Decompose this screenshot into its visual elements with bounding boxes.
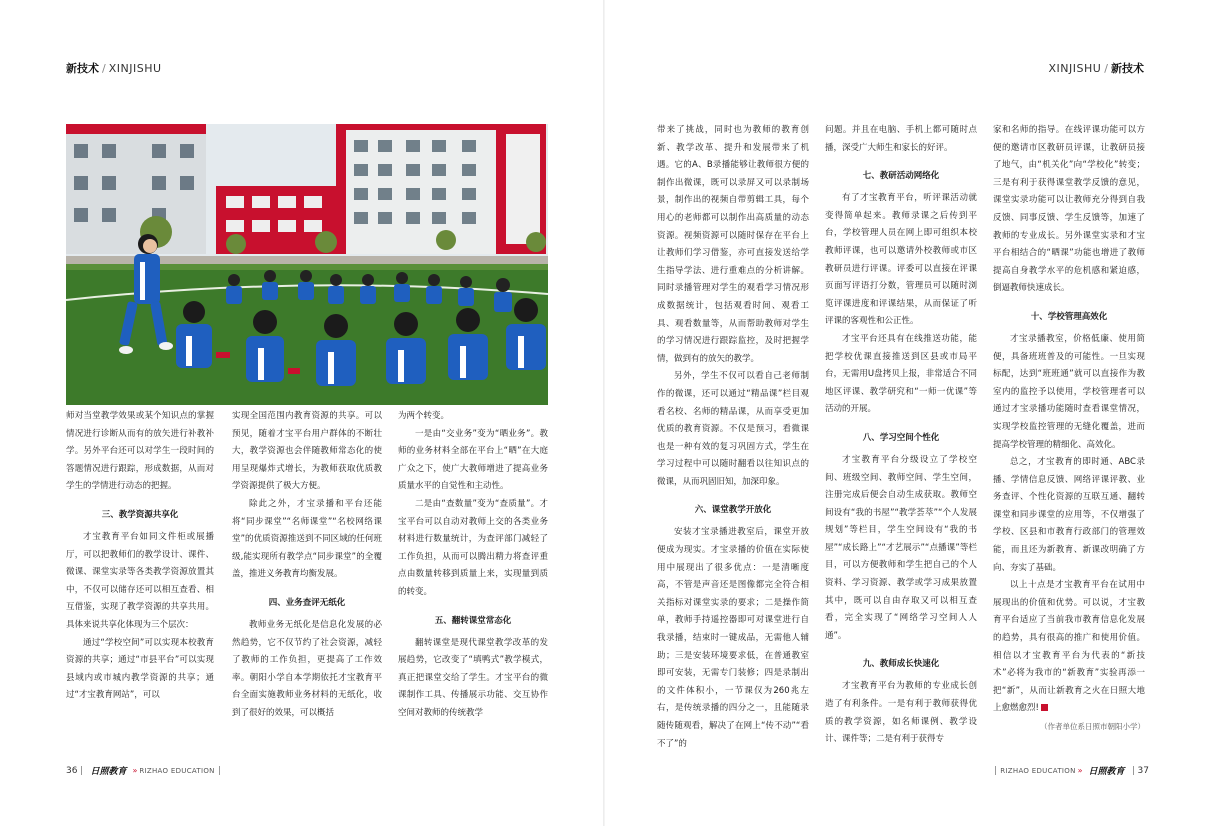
header-section-en: XINJISHU <box>1048 62 1102 75</box>
paragraph: 通过“学校空间”可以实现本校教育资源的共享；通过“市县平台”可以实现县域内或市城内教学资源的共享；通过“才宝教育网站”，可以 <box>66 637 214 701</box>
section-heading-10: 十、学校管理高效化 <box>1030 311 1108 322</box>
article-photo <box>66 124 548 405</box>
section-heading-8: 八、学习空间个性化 <box>862 432 940 443</box>
paragraph: 才宝教育平台如同文件柜或展播厅，可以把教师们的教学设计、课件、微课、课堂实录等各类教学资源放置其中，不仅可以储存还可以相互查看、相互借鉴，实现了教学资源的共享共用。具体来说共享化体现为三个层次： <box>66 531 214 630</box>
paragraph: 另外，学生不仅可以看自己老师制作的微课，还可以通过“精品课”栏目观看名校、名师的精品课，从而享受更加优质的教育资源。不仅是预习，看微课也是一种有效的复习巩固方式，学生在学习过程中可以随时翻看以往知识点的微课，从而巩固旧知，加深印象。 <box>657 371 809 487</box>
magazine-logo: 日照教育 <box>1088 767 1125 777</box>
right-footer <box>991 764 1149 777</box>
paragraph: 除此之外，才宝录播和平台还能将“同步课堂”“名师课堂”“名校网络课堂”的优质资源推送到不同区域的任何班级,能实现所有教学点“同步课堂”的全覆盖，推进义务教育均衡发展。 <box>232 498 382 580</box>
double-chevron-icon: » <box>1077 766 1083 775</box>
left-page <box>0 0 604 826</box>
paragraph: 才宝平台还具有在线推送功能，能把学校优课直接推送到区县或市局平台，无需用U盘拷贝上报，非常适合不同地区评课、教学研究和“一师一优课”等活动的开展。 <box>825 333 977 415</box>
paragraph: 总之，才宝教育的即时通、ABC录播、学情信息反馈、网络评课评教、业务查评、个性化资源的互联互通、翻转课堂和同步课堂的应用等，不仅增强了学校、区县和市教育行政部门的管理效能，而且还为新教育、新课改明确了方向、夯实了基础。 <box>993 457 1145 573</box>
left-header <box>66 60 162 76</box>
paragraph: 家和名师的指导。在线评课功能可以方便的邀请市区教研员评课，让教研员接了地气，由“机关化”向“学校化”转变；三是有利于获得课堂教学反馈的意见，课堂实录功能可以让教师充分得到自我反馈、同事反馈、学生反馈等，加速了教师的专业成长。另外课堂实录和才宝平台相结合的“晒课”功能也增进了教师提高自身教学水平的危机感和紧迫感，倒逼教师快速成长。 <box>993 125 1145 294</box>
paragraph-text: 以上十点是才宝教育平台在试用中展现出的价值和优势。可以说，才宝教育平台适应了当前我市教育信息化发展的趋势，具有很高的推广和使用价值。相信以才宝教育平台为代表的“新技术”必将为我市的“新教育”实验再添一把“新”，从而让新教育之火在日照大地上愈燃愈烈! <box>993 580 1145 714</box>
right-column-2 <box>825 122 977 749</box>
section-heading-5: 五、翻转课堂常态化 <box>434 615 512 626</box>
paragraph: 才宝教育平台为教师的专业成长创造了有利条件。一是有利于教师获得优质的教学资源，如名师课例、教学设计、课件等；二是有利于获得专 <box>825 681 977 745</box>
paragraph: 有了才宝教育平台，听评课活动就变得简单起来。教师录课之后传到平台，学校管理人员在网上即可组织本校教师评课，也可以邀请外校教师或市区教研员进行评课。评委可以直接在评课页面写评语打分数，管理员可以随时浏览评课进度和评课结果，从而保证了听评课的客观性和公正性。 <box>825 193 977 327</box>
paragraph: 师对当堂教学效果或某个知识点的掌握情况进行诊断从而有的放矢进行补教补学。另外平台还可以对学生一段时间的答题情况进行跟踪，形成数据，从而对学生的学情进行动态的把握。 <box>66 411 214 492</box>
paragraph: 教师业务无纸化是信息化发展的必然趋势，它不仅节约了社会资源，减轻了教师的工作负担，更提高了工作效率。朝阳小学自本学期依托才宝教育平台全面实施教师业务材料的无纸化，收到了很好的效果，可以概括 <box>232 619 382 718</box>
section-heading-3: 三、教学资源共享化 <box>101 509 179 520</box>
left-column-3 <box>398 408 548 723</box>
paragraph: 实现全国范围内教育资源的共享。可以预见，随着才宝平台用户群体的不断壮大，教学资源也会伴随教师常态化的使用呈现爆炸式增长，为教师获取优质教学资源提供了极大方便。 <box>232 411 382 492</box>
header-separator: / <box>102 62 106 75</box>
paragraph: 安装才宝录播进教室后，课堂开放便成为现实。才宝录播的价值在实际使用中展现出了很多优点：一是清晰度高，不管是声音还是图像都完全符合相关指标对课堂实录的要求；二是操作简单，教师手持遥控器即可对课堂进行自我录播，结束时一键成品，无需他人辅助；三是安装环境要求低，在普通教室即可安装，无需专门装修；四是录制出的文件体积小，一节课仅为260兆左右，是传统录播的四分之一，且能随录随传随观看，解决了在网上“传不动”“看不了”的 <box>657 527 809 749</box>
right-header <box>1048 60 1144 76</box>
left-footer <box>66 764 224 777</box>
footer-divider <box>219 766 220 775</box>
double-chevron-icon: » <box>132 766 138 775</box>
magazine-logo: 日照教育 <box>90 767 127 777</box>
magazine-name-en: RIZHAO EDUCATION <box>1000 766 1076 775</box>
header-section-en: XINJISHU <box>108 62 162 75</box>
paragraph: 翻转课堂是现代课堂教学改革的发展趋势，它改变了“填鸭式”教学模式，真正把课堂交给了学生。才宝平台的微课制作工具、传播展示功能、交互协作空间对教师的传统教学 <box>398 637 548 718</box>
end-mark-icon <box>1041 704 1048 711</box>
paragraph: 问题。并且在电脑、手机上都可随时点播，深受广大师生和家长的好评。 <box>825 125 977 153</box>
paragraph: 才宝录播教室，价格低廉、使用简便，具备班班普及的可能性。一旦实现标配，达到“班班通”就可以直接作为教室内的监控予以使用，学校管理者可以通过才宝录播功能随时查看课堂情况，实现学校监控管理的无缝化覆盖，进而提高学校管理的精细化、高效化。 <box>993 333 1145 450</box>
paragraph: 一是由“交业务”变为“晒业务”。教师的业务材料全部在平台上“晒”在大庭广众之下，使广大教师增进了提高业务质量水平的自觉性和主动性。 <box>398 428 548 492</box>
footer-divider <box>995 766 996 775</box>
photo-students-in-circle <box>66 124 548 405</box>
footer-divider <box>1133 766 1134 775</box>
right-page <box>605 0 1209 826</box>
paragraph: 带来了挑战，同时也为教师的教育创新、教学改革、提升和发展带来了机遇。它的A、B录播能够让教师很方便的制作出微课，既可以录屏又可以录制场景，制作出的视频自带剪辑工具，每个用心的老师都可以制作出高质量的动态资源。视频资源可以随时保存在平台上让教师们学习借鉴，亦可直接发送给学生指导学法、进行重难点的分析讲解。同时录播管理对学生的观看学习情况形成数据统计，包括观看时间、观看工具、观看数量等，从而帮助教师对学生的学习情况进行跟踪监控，及时把握学情，做到有的放矢的教学。 <box>657 125 809 364</box>
footer-divider <box>81 766 82 775</box>
paragraph: 二是由“查数量”变为“查质量”。才宝平台可以自动对教师上交的各类业务材料进行数量统计，为查评部门减轻了工作负担，从而可以腾出精力将查评重点由数量转移到质量上来，实现量到质的转变。 <box>398 498 548 597</box>
paragraph: 才宝教育平台分级设立了学校空间、班级空间、教师空间、学生空间，注册完成后便会自动生成获取。教师空间设有“我的书屋”“教学荟萃”“个人发展规划”等栏目，学生空间设有“我的书屋”“成长路上”“才艺展示”“点播课”等栏目，可以方便教师和学生把自己的个人资料、学习资源、教学或学习成果放置其中，既可以自由存取又可以相互查看，完全实现了“网络学习空间人人通”。 <box>825 454 977 641</box>
header-section-cn: 新技术 <box>1111 62 1144 75</box>
left-column-2 <box>232 408 382 723</box>
section-heading-7: 七、教研活动网络化 <box>862 171 940 182</box>
section-heading-6: 六、课堂教学开放化 <box>694 505 772 516</box>
right-column-1 <box>657 122 809 753</box>
author-affiliation: （作者单位系日照市朝阳小学） <box>1040 722 1145 731</box>
paragraph: 为两个转变。 <box>398 411 450 421</box>
right-column-3 <box>993 122 1145 736</box>
section-heading-4: 四、业务查评无纸化 <box>268 597 346 608</box>
header-section-cn: 新技术 <box>66 62 99 75</box>
section-heading-9: 九、教师成长快速化 <box>862 659 940 670</box>
paragraph-final <box>993 577 1145 718</box>
header-separator: / <box>1104 62 1108 75</box>
magazine-name-en: RIZHAO EDUCATION <box>139 766 215 775</box>
page-number: 37 <box>1137 765 1149 776</box>
page-number: 36 <box>66 765 78 776</box>
left-column-1 <box>66 408 214 705</box>
